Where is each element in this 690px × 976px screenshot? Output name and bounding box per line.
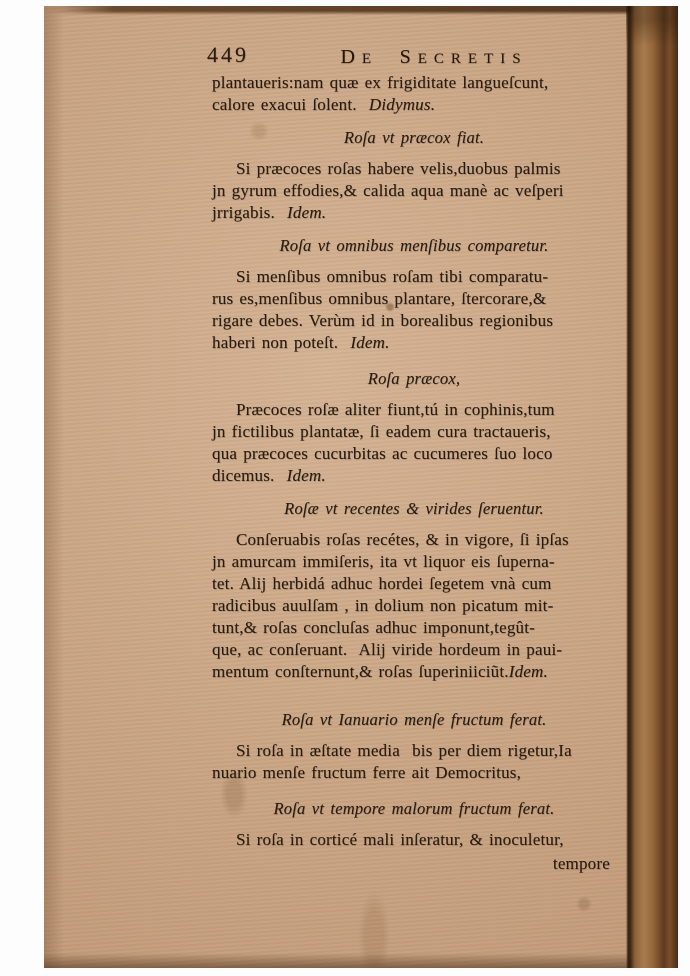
text-line (212, 529, 616, 551)
italic-text-segment: Didymus. (368, 95, 436, 114)
text-segment: Si præcoces roſas habere velis,duobus palmis (236, 159, 561, 178)
text-segment: que, ac conſeruant. Alij viride hordeum in paui- (212, 640, 563, 659)
text-line (212, 421, 616, 443)
text-segment: jn gyrum effodies,& calida aqua manè ac veſperi (212, 181, 564, 200)
text-segment: Si roſa in æſtate media bis per diem rigetur,Ia (236, 741, 572, 760)
text-line (212, 72, 616, 94)
running-header (322, 46, 546, 69)
text-line (212, 551, 616, 573)
text-segment: rus es,menſibus omnibus plantare, ſtercorare,& (212, 289, 547, 308)
section-heading (212, 798, 616, 820)
text-segment: nuario menſe fructum ferre ait Democritus, (212, 763, 522, 782)
section-heading (212, 127, 616, 149)
text-segment: Præcoces roſæ aliter fiunt,tú in cophinis,tum (236, 400, 555, 419)
text-segment: Si roſa in corticé mali inſeratur, & inoculetur, (236, 830, 564, 849)
italic-text-segment: Roſa vt tempore malorum fructum ferat. (273, 799, 555, 818)
text-segment: haberi non poteſt. (212, 333, 351, 352)
italic-text-segment: Roſa præcox, (367, 369, 461, 388)
text-column (212, 72, 616, 875)
text-line (212, 829, 616, 851)
text-line (212, 740, 616, 762)
text-line (212, 443, 616, 465)
italic-text-segment: Idem. (508, 662, 548, 681)
running-header-word-de: DE (340, 46, 379, 68)
section-heading (212, 498, 616, 520)
text-line (212, 288, 616, 310)
text-line (212, 332, 616, 354)
italic-text-segment: Roſa vt Ianuario menſe fructum ferat. (281, 710, 547, 729)
page-top-edge-shadow (44, 6, 678, 15)
text-segment: plantaueris:nam quæ ex frigiditate langueſcunt, (212, 73, 549, 92)
text-line (212, 762, 616, 784)
text-line (212, 639, 616, 661)
running-header-word-secretis: SECRETIS (399, 46, 528, 68)
text-segment: qua præcoces cucurbitas ac cucumeres ſuo loco (212, 444, 553, 463)
text-line (212, 617, 616, 639)
text-segment: jn fictilibus plantatæ, ſi eadem cura tractaueris, (212, 422, 551, 441)
catchword (212, 853, 616, 875)
text-segment: tempore (552, 854, 610, 873)
italic-text-segment: Roſæ vt recentes & virides ſeruentur. (284, 499, 544, 518)
text-segment: radicibus auulſam , in dolium non picatum mit- (212, 596, 554, 615)
italic-text-segment: Idem. (350, 333, 390, 352)
book-fore-edge (626, 6, 678, 968)
text-segment: mentum conſternunt,& roſas ſuperiniiciũt. (212, 662, 509, 681)
page-number: 449 (207, 42, 249, 67)
text-segment: calore exacui ſolent. (212, 95, 369, 114)
text-line (212, 595, 616, 617)
text-line (212, 661, 616, 683)
text-line (212, 94, 616, 116)
text-line (212, 465, 616, 487)
text-line (212, 266, 616, 288)
text-segment: tet. Alij herbidá adhuc hordei ſegetem vnà cum (212, 574, 552, 593)
page-left-shading (44, 6, 64, 968)
text-segment: tunt,& roſas concluſas adhuc imponunt,tegût- (212, 618, 536, 637)
italic-text-segment: Idem. (287, 203, 327, 222)
italic-text-segment: Roſa vt omnibus menſibus comparetur. (279, 236, 549, 255)
text-segment: rigare debes. Verùm id in borealibus regionibus (212, 311, 554, 330)
page-bottom-shadow (44, 953, 678, 968)
text-line (212, 573, 616, 595)
section-heading (212, 235, 616, 257)
text-segment: dicemus. (212, 466, 287, 485)
text-line (212, 202, 616, 224)
text-segment: jn amurcam immiſeris, ita vt liquor eis ſuperna- (212, 552, 555, 571)
text-segment: Si menſibus omnibus roſam tibi comparatu- (236, 267, 549, 286)
text-segment: Conſeruabis roſas recétes, & in vigore, ſi ipſas (236, 530, 569, 549)
text-line (212, 399, 616, 421)
text-line (212, 310, 616, 332)
text-segment: jrrigabis. (212, 203, 288, 222)
text-line (212, 158, 616, 180)
section-heading (212, 368, 616, 390)
section-heading (212, 709, 616, 731)
paper-sheet (44, 6, 678, 968)
italic-text-segment: Idem. (286, 466, 326, 485)
text-line (212, 180, 616, 202)
italic-text-segment: Roſa vt præcox fiat. (343, 128, 485, 147)
